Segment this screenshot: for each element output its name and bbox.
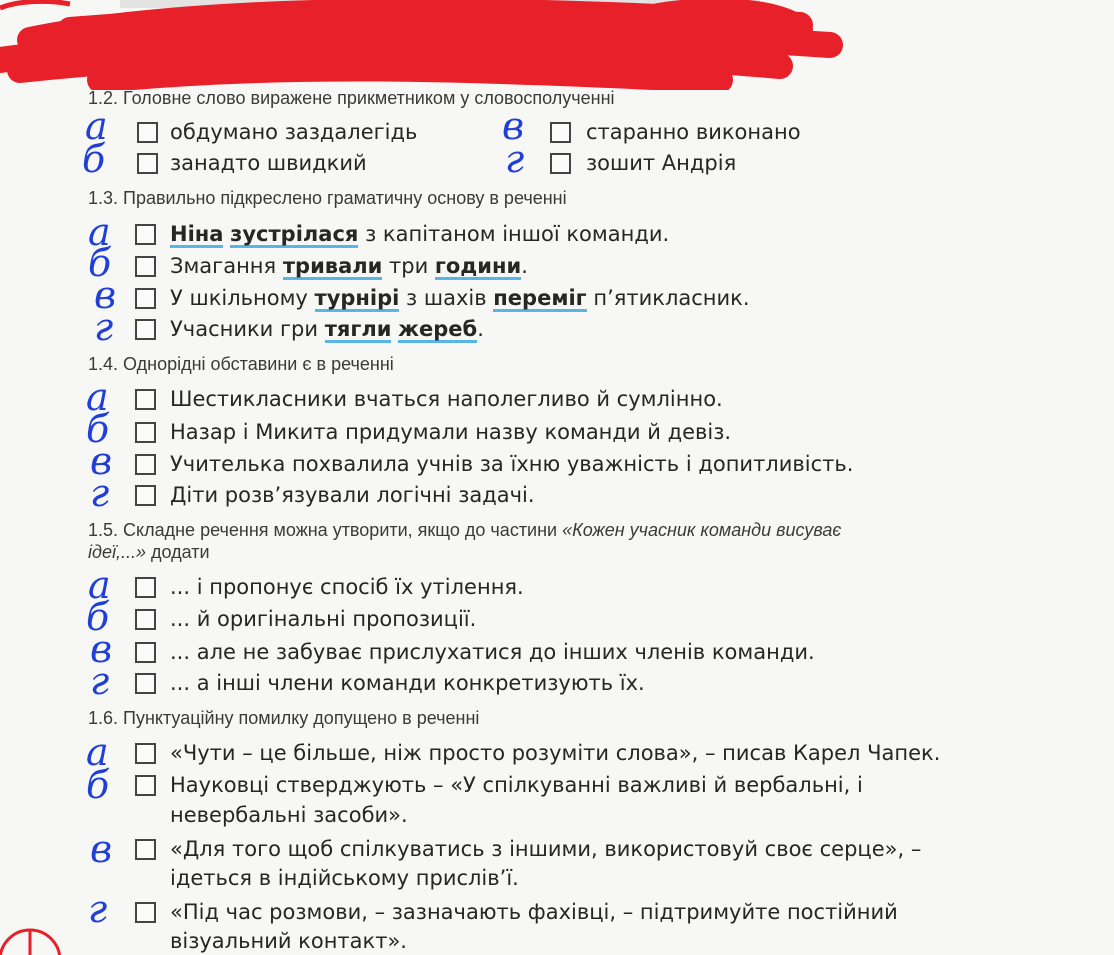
option-post: п’ятикласник. bbox=[586, 286, 750, 310]
handwritten-letter: г bbox=[90, 471, 110, 515]
handwritten-letter: в bbox=[90, 439, 113, 483]
handwritten-letter: в bbox=[90, 827, 113, 871]
checkbox[interactable] bbox=[135, 319, 156, 340]
option-post: . bbox=[521, 254, 528, 278]
underlined-predicate: тягли bbox=[325, 318, 392, 343]
handwritten-letter: б bbox=[82, 137, 106, 181]
handwritten-letter: г bbox=[505, 137, 525, 181]
option-text: обдумано заздалегідь bbox=[170, 120, 418, 144]
checkbox[interactable] bbox=[137, 153, 158, 174]
option-text: «Чути – це більше, ніж просто розуміти слова», – писав Карел Чапек. bbox=[170, 741, 941, 765]
option-space bbox=[391, 317, 398, 341]
underlined-predicate: зустрілася bbox=[230, 223, 358, 248]
question-title: 1.3. Правильно підкреслено граматичну основу в реченні bbox=[88, 188, 567, 208]
checkbox[interactable] bbox=[135, 902, 156, 923]
underlined-word: жереб bbox=[398, 318, 477, 343]
handwritten-letter: а bbox=[86, 375, 109, 419]
option-text: ... й оригінальні пропозиції. bbox=[170, 607, 477, 631]
handwritten-letter: а bbox=[86, 730, 109, 774]
question-title-line-2 bbox=[88, 542, 210, 563]
question-title bbox=[88, 520, 841, 541]
checkbox[interactable] bbox=[135, 485, 156, 506]
option-pre: У шкільному bbox=[170, 286, 315, 310]
handwritten-letter: в bbox=[94, 273, 117, 317]
quoted-fragment: «Кожен учасник команди висуває bbox=[562, 520, 842, 540]
option-post: . bbox=[477, 317, 484, 341]
option-text bbox=[170, 286, 750, 312]
handwritten-letter: г bbox=[94, 305, 114, 349]
option-text: Назар і Микита придумали назву команди й девіз. bbox=[170, 420, 732, 444]
option-text: Науковці стверджують – «У спілкуванні важливі й вербальні, і bbox=[170, 773, 863, 797]
option-text bbox=[170, 317, 484, 343]
option-text: ... а інші члени команди конкретизують їх. bbox=[170, 671, 645, 695]
option-text-cont: ідеться в індійському прислів’ї. bbox=[170, 866, 519, 890]
option-text: Діти розв’язували логічні задачі. bbox=[170, 483, 535, 507]
scribbled-header bbox=[0, 0, 1114, 85]
checkbox[interactable] bbox=[137, 122, 158, 143]
checkbox[interactable] bbox=[135, 743, 156, 764]
checkbox[interactable] bbox=[135, 389, 156, 410]
checkbox[interactable] bbox=[135, 642, 156, 663]
option-text: Шестикласники вчаться наполегливо й сумлінно. bbox=[170, 387, 723, 411]
checkbox[interactable] bbox=[550, 122, 571, 143]
checkbox[interactable] bbox=[135, 224, 156, 245]
handwritten-letter: а bbox=[85, 104, 108, 148]
checkbox[interactable] bbox=[550, 153, 571, 174]
checkbox[interactable] bbox=[135, 288, 156, 309]
underlined-word: турнірі bbox=[315, 287, 400, 312]
handwritten-letter: г bbox=[88, 887, 108, 931]
option-text: занадто швидкий bbox=[170, 151, 367, 175]
red-stamp-fragment bbox=[0, 920, 80, 955]
option-text-cont: візуальний контакт». bbox=[170, 929, 407, 953]
option-text: ... але не забуває прислухатися до інших членів команди. bbox=[170, 640, 815, 664]
handwritten-letter: а bbox=[88, 210, 111, 254]
question-title-part: додати bbox=[145, 542, 210, 562]
handwritten-letter: б bbox=[86, 407, 110, 451]
option-text: «Під час розмови, – зазначають фахівці, – підтримуйте постійний bbox=[170, 900, 898, 924]
option-text: старанно виконано bbox=[586, 120, 801, 144]
checkbox[interactable] bbox=[135, 256, 156, 277]
option-mid: три bbox=[382, 254, 435, 278]
handwritten-letter: г bbox=[90, 659, 110, 703]
option-text: ... і пропонує спосіб їх утілення. bbox=[170, 575, 524, 599]
handwritten-letter: в bbox=[502, 104, 525, 148]
checkbox[interactable] bbox=[135, 673, 156, 694]
handwritten-letter: в bbox=[90, 627, 113, 671]
option-rest: з капітаном іншої команди. bbox=[358, 222, 670, 246]
option-text-cont: невербальні засоби». bbox=[170, 803, 408, 827]
handwritten-letter: а bbox=[88, 563, 111, 607]
option-mid: з шахів bbox=[399, 286, 494, 310]
option-text: зошит Андрія bbox=[586, 151, 737, 175]
option-text bbox=[170, 254, 528, 280]
underlined-predicate: переміг bbox=[493, 287, 586, 312]
checkbox[interactable] bbox=[135, 839, 156, 860]
quoted-fragment: ідеї,...» bbox=[88, 542, 146, 562]
question-title-part: 1.5. Складне речення можна утворити, якщо до частини bbox=[88, 520, 563, 540]
checkbox[interactable] bbox=[135, 577, 156, 598]
handwritten-letter: б bbox=[86, 763, 110, 807]
option-text: Учителька похвалила учнів за їхню уважність і допитливість. bbox=[170, 452, 854, 476]
checkbox[interactable] bbox=[135, 775, 156, 796]
handwritten-letter: б bbox=[88, 241, 112, 285]
question-title: 1.4. Однорідні обставини є в реченні bbox=[88, 354, 394, 374]
red-scribble bbox=[0, 0, 1114, 90]
option-pre: Змагання bbox=[170, 254, 283, 278]
question-title: 1.6. Пунктуаційну помилку допущено в реченні bbox=[88, 708, 480, 728]
question-title: 1.2. Головне слово виражене прикметником у словосполученні bbox=[88, 88, 615, 108]
handwritten-letter: б bbox=[86, 595, 110, 639]
checkbox[interactable] bbox=[135, 422, 156, 443]
option-pre: Учасники гри bbox=[170, 317, 325, 341]
underlined-subject: Ніна bbox=[170, 223, 223, 248]
checkbox[interactable] bbox=[135, 609, 156, 630]
option-text bbox=[170, 222, 669, 248]
option-text: «Для того щоб спілкуватись з іншими, використовуй своє серце», – bbox=[170, 837, 922, 861]
underlined-predicate: тривали bbox=[283, 255, 382, 280]
underlined-word: години bbox=[435, 255, 521, 280]
checkbox[interactable] bbox=[135, 454, 156, 475]
